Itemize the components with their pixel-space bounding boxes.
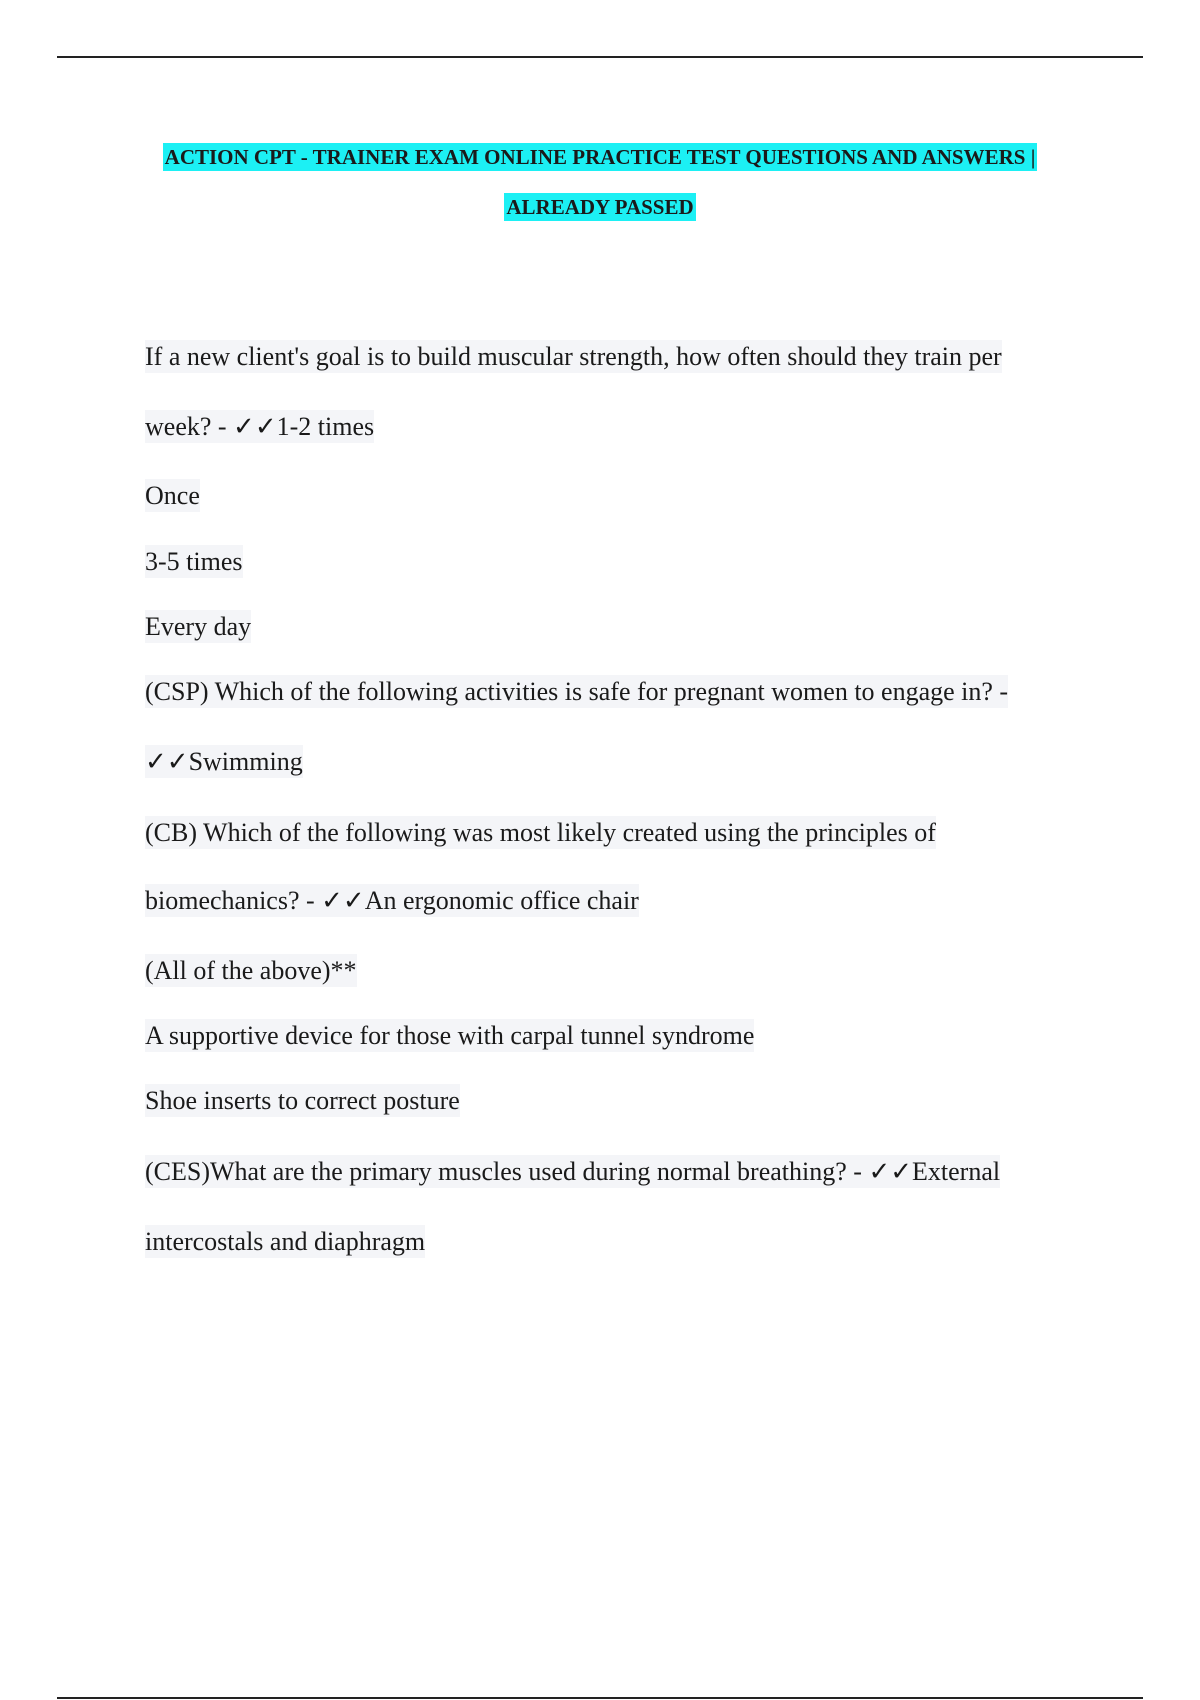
question-2-line-2: ✓✓Swimming: [145, 747, 303, 776]
document-title-line-1: [0, 143, 1200, 171]
question-1-line-1: If a new client's goal is to build muscular strength, how often should they train per: [145, 342, 1002, 371]
option-carpal-tunnel-device: A supportive device for those with carpal tunnel syndrome: [145, 1021, 755, 1050]
title-highlight-1: ACTION CPT - TRAINER EXAM ONLINE PRACTICE TEST QUESTIONS AND ANSWERS |: [164, 145, 1036, 169]
question-1-line-2: week? - ✓✓1-2 times: [145, 412, 375, 441]
question-2-line-1: (CSP) Which of the following activities is safe for pregnant women to engage in? -: [145, 677, 1009, 706]
question-3-line-1: (CB) Which of the following was most likely created using the principles of: [145, 818, 936, 847]
option-3-5-times: 3-5 times: [145, 547, 243, 576]
title-highlight-2: ALREADY PASSED: [506, 195, 694, 219]
document-title-line-2: [0, 193, 1200, 221]
question-3-line-2: biomechanics? - ✓✓An ergonomic office chair: [145, 886, 639, 915]
option-once: Once: [145, 481, 200, 510]
question-4-line-1: (CES)What are the primary muscles used during normal breathing? - ✓✓External: [145, 1157, 1001, 1186]
option-all-of-the-above: (All of the above)**: [145, 956, 357, 985]
option-shoe-inserts: Shoe inserts to correct posture: [145, 1086, 460, 1115]
question-4-line-2: intercostals and diaphragm: [145, 1227, 426, 1256]
option-every-day: Every day: [145, 612, 252, 641]
bottom-rule: [57, 1697, 1143, 1699]
top-rule: [57, 56, 1143, 58]
